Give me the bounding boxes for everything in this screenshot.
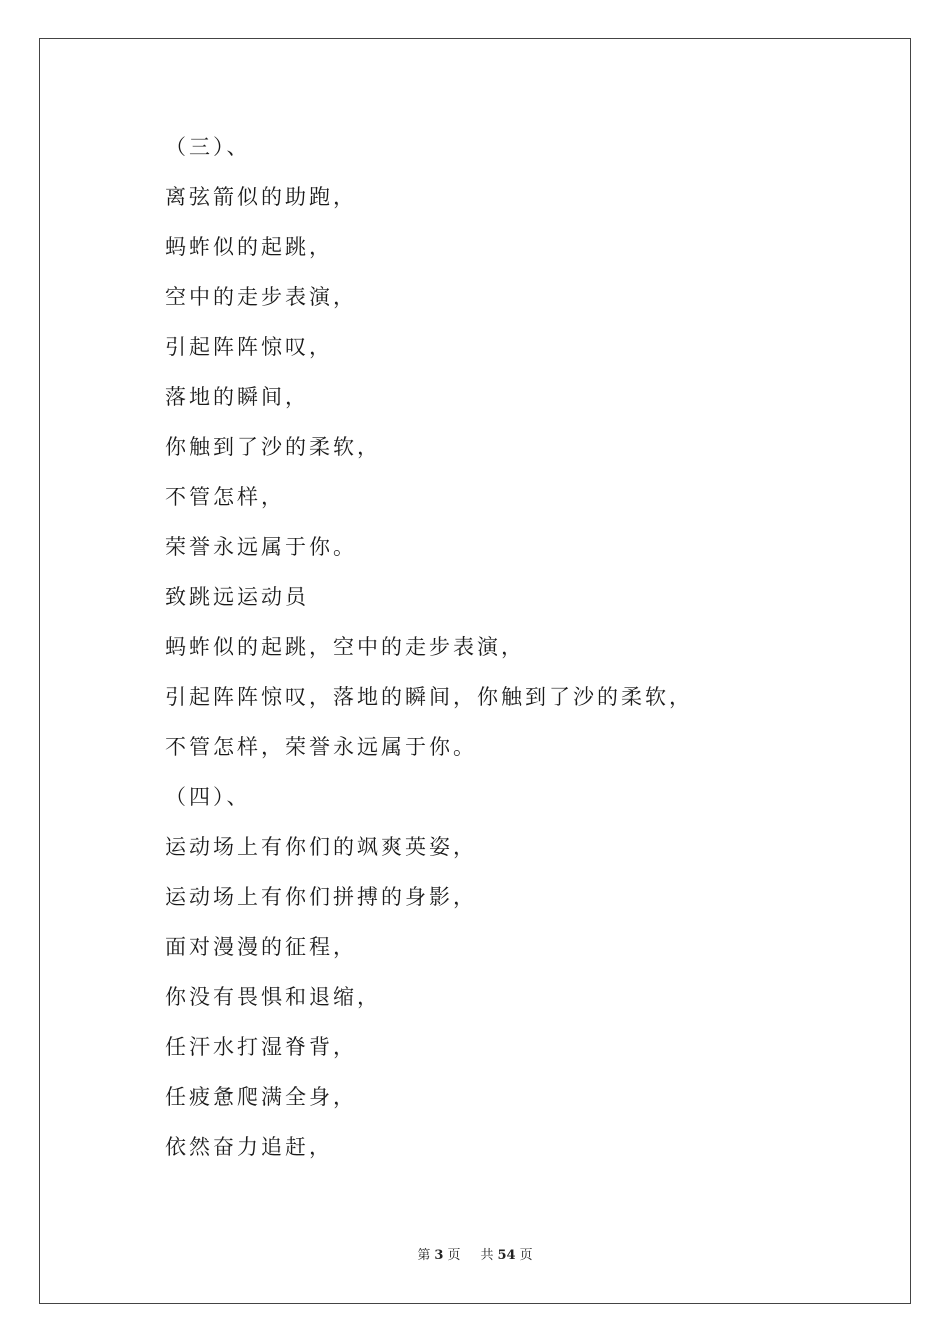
text-line: 引起阵阵惊叹，落地的瞬间，你触到了沙的柔软， [165, 685, 693, 709]
text-line: 运动场上有你们的飒爽英姿， [165, 835, 477, 859]
text-line: 任汗水打湿脊背， [165, 1035, 357, 1059]
text-line: 不管怎样，荣誉永远属于你。 [165, 735, 477, 759]
text-line: 引起阵阵惊叹， [165, 335, 333, 359]
text-line: 空中的走步表演， [165, 285, 357, 309]
text-line: 落地的瞬间， [165, 385, 309, 409]
page-suffix: 页 [447, 1248, 461, 1263]
total-pages: 54 [497, 1248, 516, 1263]
total-suffix: 页 [519, 1248, 533, 1263]
page-footer [0, 1244, 950, 1263]
text-line: 你没有畏惧和退缩， [165, 985, 381, 1009]
text-line: （三）、 [165, 135, 251, 159]
total-prefix: 共 [480, 1248, 494, 1263]
document-body [165, 127, 805, 1177]
text-line: 荣誉永远属于你。 [165, 535, 357, 559]
text-line: 面对漫漫的征程， [165, 935, 357, 959]
text-line: 不管怎样， [165, 485, 285, 509]
text-line: 离弦箭似的助跑， [165, 185, 357, 209]
text-line: 你触到了沙的柔软， [165, 435, 381, 459]
text-line: 蚂蚱似的起跳，空中的走步表演， [165, 635, 525, 659]
page-prefix: 第 [417, 1248, 431, 1263]
text-line: 依然奋力追赶， [165, 1135, 333, 1159]
text-line: 运动场上有你们拼搏的身影， [165, 885, 477, 909]
text-line: （四）、 [165, 785, 251, 809]
text-line: 任疲惫爬满全身， [165, 1085, 357, 1109]
page-number: 3 [434, 1248, 444, 1263]
text-line: 致跳远运动员 [165, 585, 309, 609]
text-line: 蚂蚱似的起跳， [165, 235, 333, 259]
